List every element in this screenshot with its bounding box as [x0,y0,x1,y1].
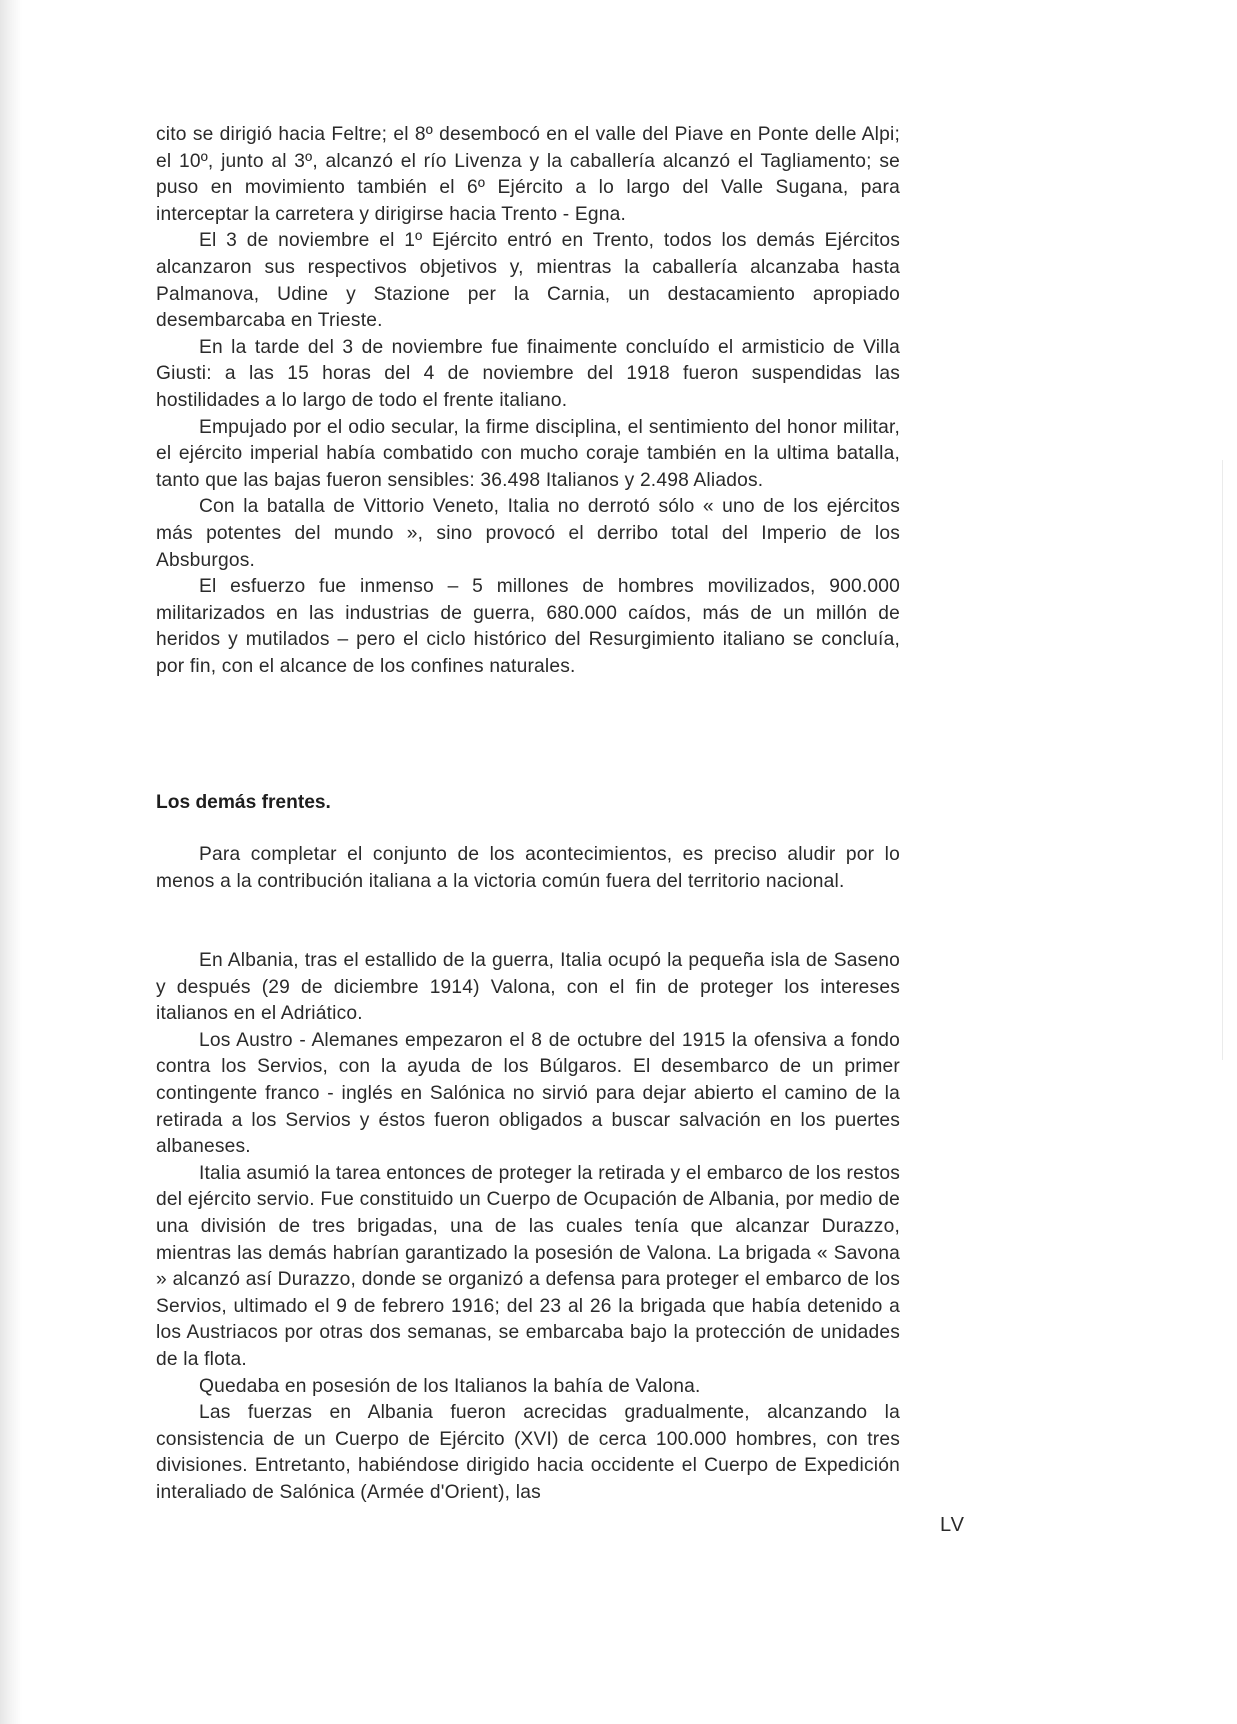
body-text-top [156,122,900,680]
paragraph: En la tarde del 3 de noviembre fue finaimente concluído el armisticio de Villa Giusti: a las 15 horas del 4 de noviembre del 1918 fueron suspendidas las hostilidades a lo largo de todo el frente italiano. [156,336,900,411]
section-heading: Los demás frentes. [156,792,331,813]
paragraph: Italia asumió la tarea entonces de proteger la retirada y el embarco de los restos del ejército servio. Fue constituido un Cuerpo de Ocupación de Albania, por medio de una división de tres brigadas, una de las cuales tenía que alcanzar Durazzo, mientras las demás habrían garantizado la posesión de Valona. La brigada « Savona » alcanzó así Durazzo, donde se organizó a defensa para proteger el embarco de los Servios, ultimado el 9 de febrero 1916; del 23 al 26 la brigada que había detenido a los Austriacos por otras dos semanas, se embarcaba bajo la protección de unidades de la flota. [156,1162,900,1370]
paragraph: En Albania, tras el estallido de la guerra, Italia ocupó la pequeña isla de Saseno y después (29 de diciembre 1914) Valona, con el fin de proteger los intereses italianos en el Adriático. [156,950,900,1025]
paragraph: El esfuerzo fue inmenso – 5 millones de hombres movilizados, 900.000 militarizados en las industrias de guerra, 680.000 caídos, más de un millón de heridos y mutilados – pero el ciclo histórico del Resurgimiento italiano se concluía, por fin, con el alcance de los confines naturales. [156,576,900,677]
paragraph: Los Austro - Alemanes empezaron el 8 de octubre del 1915 la ofensiva a fondo contra los Servios, con la ayuda de los Búlgaros. El desembarco de un primer contingente franco - inglés en Salónica no sirvió para dejar abierto el camino de la retirada a los Servios y éstos fueron obligados a buscar salvación en los puertes albaneses. [156,1029,900,1158]
paragraph: Las fuerzas en Albania fueron acrecidas gradualmente, alcanzando la consistencia de un Cuerpo de Ejército (XVI) de cerca 100.000 hombres, con tres divisiones. Entretanto, habiéndose dirigido hacia occidente el Cuerpo de Expedición interaliado de Salónica (Armée d'Orient), las [156,1402,900,1503]
paragraph: Con la batalla de Vittorio Veneto, Italia no derrotó sólo « uno de los ejércitos más potentes del mundo », sino provocó el derribo total del Imperio de los Absburgos. [156,496,900,571]
paragraph: Empujado por el odio secular, la firme disciplina, el sentimiento del honor militar, el ejército imperial había combatido con mucho coraje también en la ultima batalla, tanto que las bajas fueron sensibles: 36.498 Italianos y 2.498 Aliados. [156,416,900,491]
paragraph: Quedaba en posesión de los Italianos la bahía de Valona. [199,1375,701,1397]
page-edge-shadow [0,0,22,1724]
paragraph: Para completar el conjunto de los acontecimientos, es preciso aludir por lo menos a la contribución italiana a la victoria común fuera del territorio nacional. [156,844,900,892]
body-text-intro [156,842,900,895]
body-text-albania [156,948,900,1506]
page-fold-line [1222,460,1223,1060]
page-number: LV [940,1514,965,1536]
paragraph: El 3 de noviembre el 1º Ejército entró en Trento, todos los demás Ejércitos alcanzaron sus respectivos objetivos y, mientras la caballería alcanzaba hasta Palmanova, Udine y Stazione per la Carnia, un destacamiento apropiado desembarcaba en Trieste. [156,230,900,332]
paragraph-continued: cito se dirigió hacia Feltre; el 8º desembocó en el valle del Piave en Ponte delle Alpi; el 10º, junto al 3º, alcanzó el río Livenza y la caballería alcanzó el Tagliamento; se puso en movimiento también el 6º Ejército a lo largo del Valle Sugana, para interceptar la carretera y dirigirse hacia Trento - Egna. [156,124,900,225]
